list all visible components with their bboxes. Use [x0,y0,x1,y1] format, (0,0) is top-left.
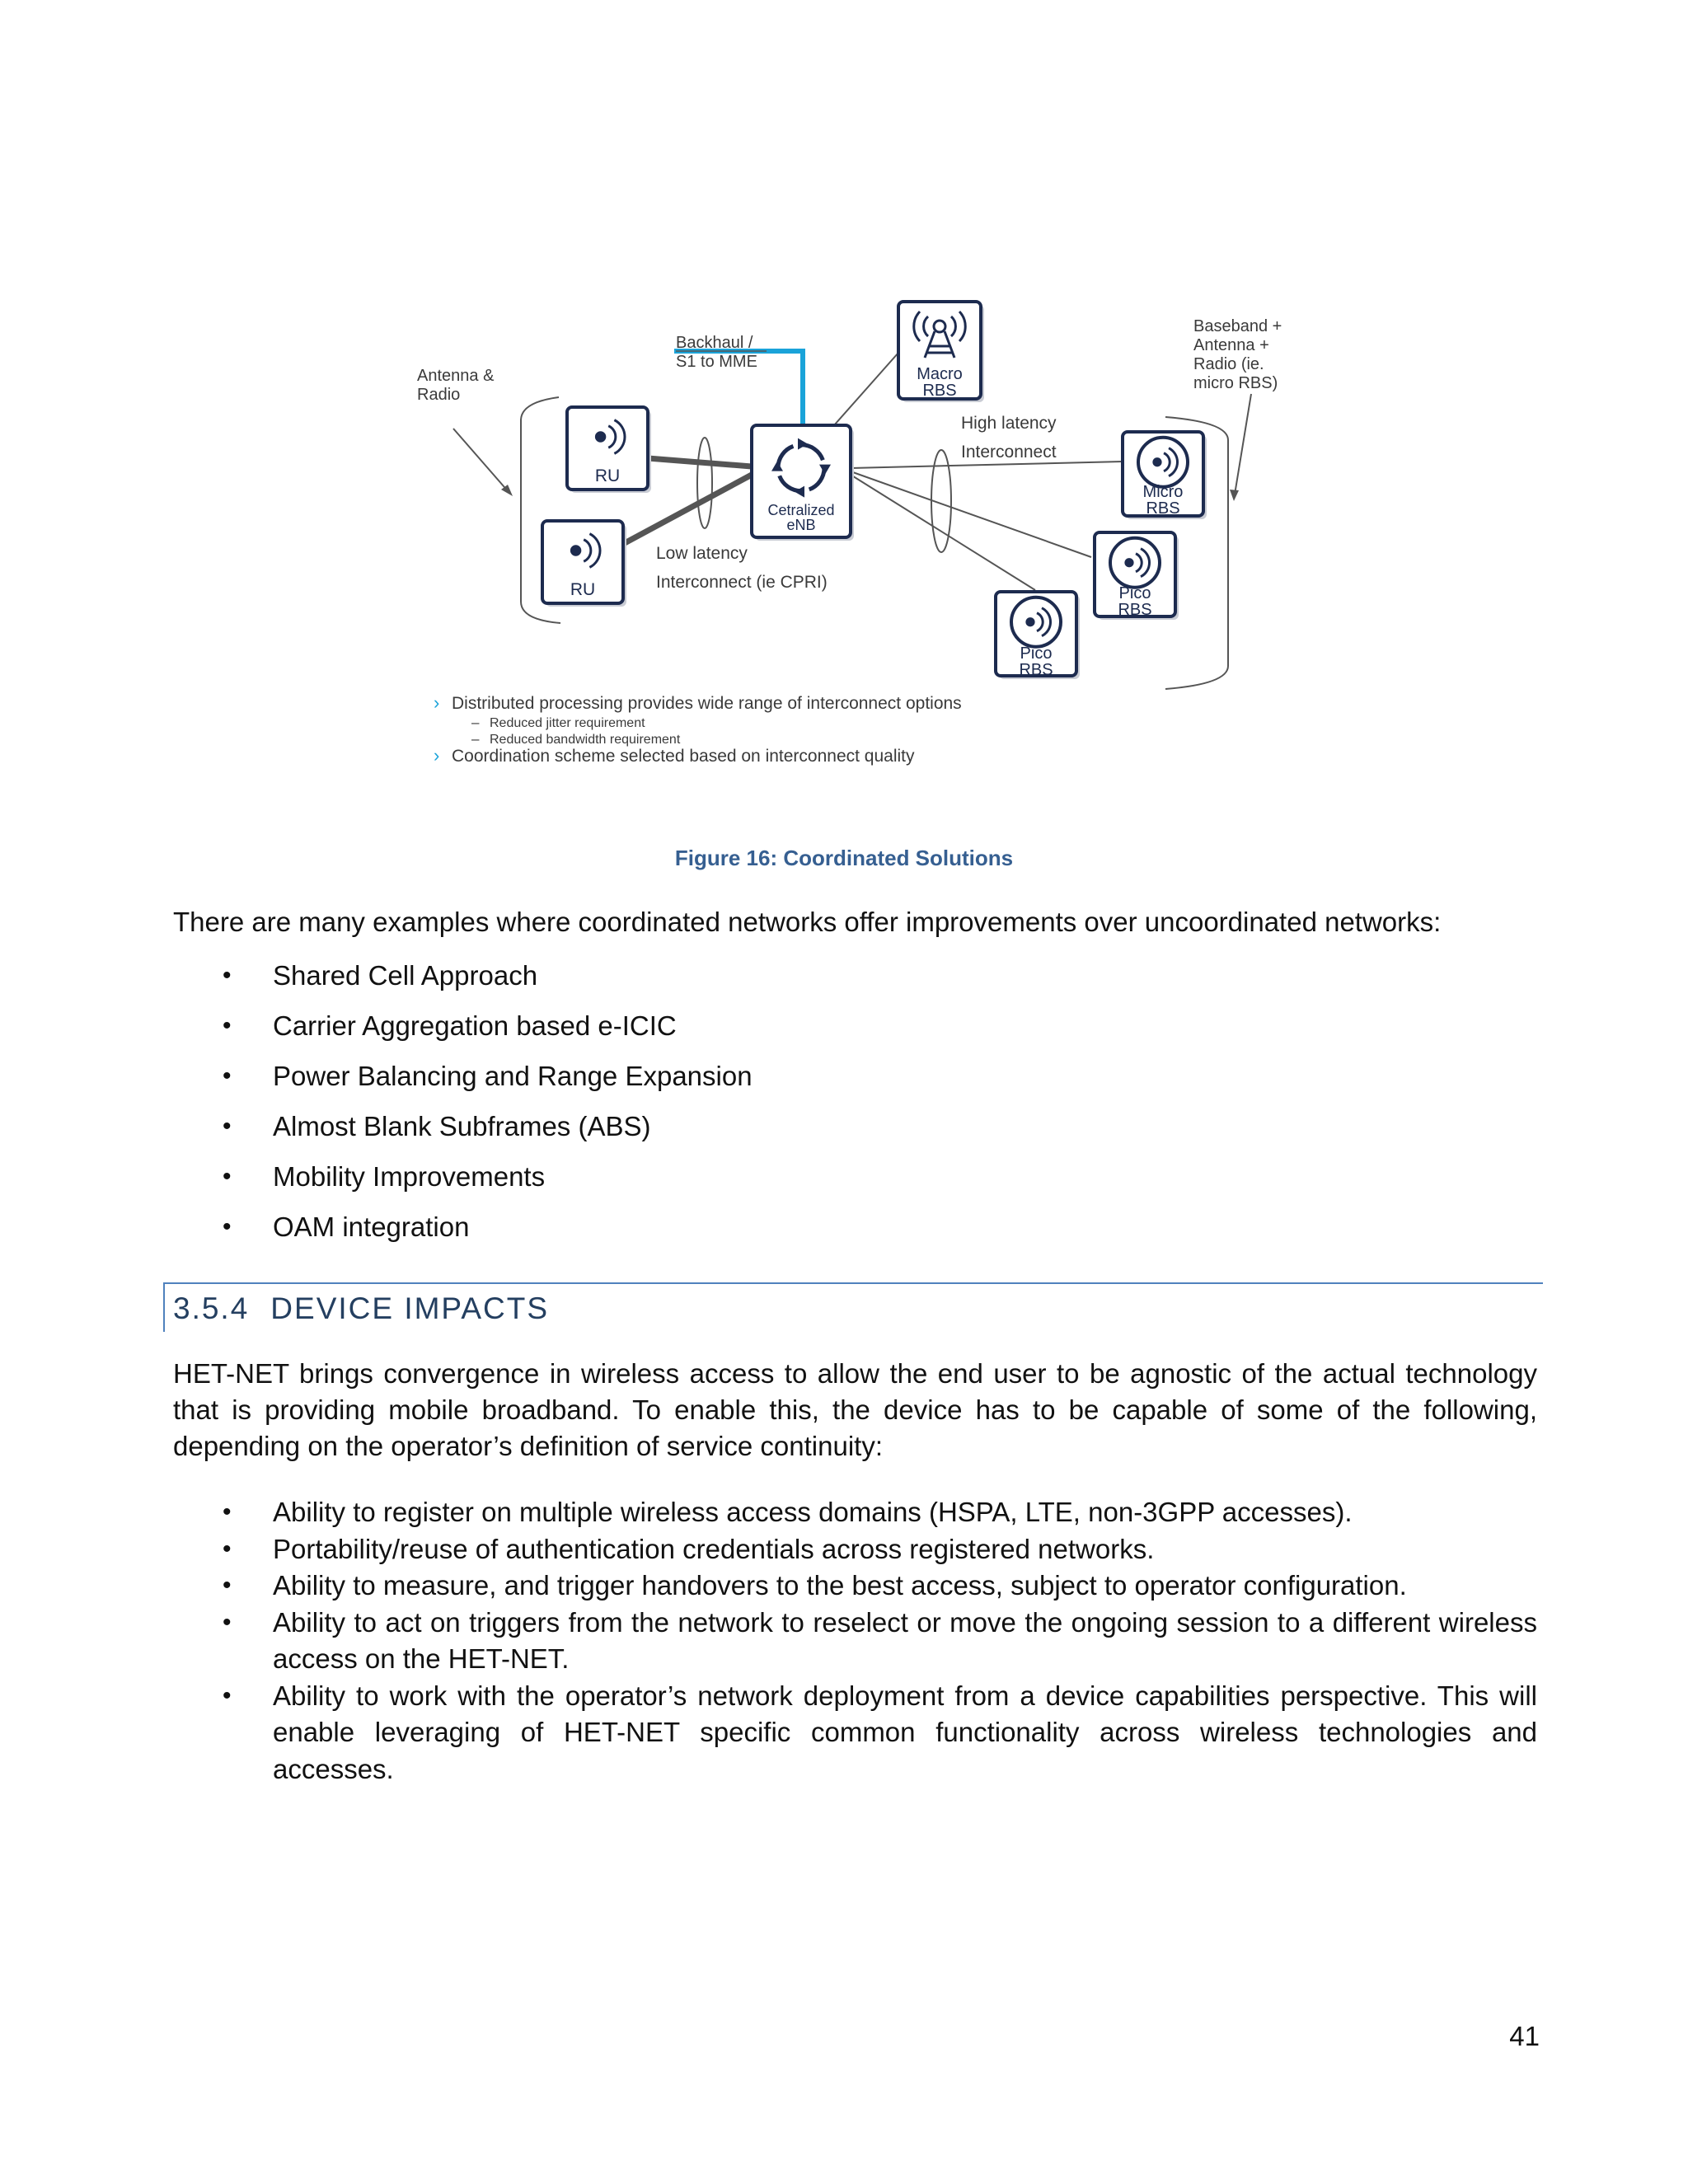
low-latency-label: Interconnect (ie CPRI) [656,573,828,592]
bullet-icon: • [223,1498,232,1526]
section-bar [163,1282,165,1332]
micro-rbs-node-label: RBS [1146,499,1180,518]
ru-bottom-node-label: RU [570,580,596,599]
list-item-text: Carrier Aggregation based e-ICIC [273,1010,677,1041]
pico-bottom-rbs-node-label: Pico [1020,644,1053,663]
section-rule [163,1282,1543,1284]
section-number: 3.5.4 [173,1291,250,1325]
coordination-examples-list [173,958,1541,1260]
list-item [173,1009,1541,1059]
low-latency-ellipse [697,438,712,528]
section-heading [173,1290,549,1328]
ru-top-link [648,458,752,466]
backhaul-label: Backhaul / [676,334,753,352]
bullet-icon: • [223,1213,232,1240]
micro-rbs-node-label: Micro [1142,483,1184,501]
pico-right-rbs-node [1095,532,1179,620]
bullet-icon: • [223,1163,232,1190]
bullet-icon: • [223,1113,232,1140]
list-item [173,1568,1537,1605]
pico-right-rbs-node-label: Pico [1118,584,1151,602]
macro-rbs-node-label: Macro [917,365,963,383]
macro-link [834,353,898,425]
list-item-text: Portability/reuse of authentication credentials across registered networks. [273,1533,1155,1564]
antenna-arrow [453,429,509,493]
baseband-label: micro RBS) [1193,374,1278,392]
pico-right-link [851,471,1091,557]
note-marker: › [434,692,440,713]
list-item-text: OAM integration [273,1212,470,1242]
list-item [173,1531,1537,1568]
backhaul-label: S1 to MME [676,353,757,371]
list-item [173,1109,1541,1160]
bullet-icon: • [223,1681,232,1709]
ru-top-node [567,407,651,493]
bullet-icon: • [223,962,232,989]
macro-rbs-node [898,302,984,402]
list-item [173,1605,1537,1678]
baseband-arrow [1235,394,1251,494]
coordinated-solutions-diagram [0,0,1688,791]
note-text: Reduced jitter requirement [490,716,645,730]
list-item-text: Almost Blank Subframes (ABS) [273,1111,651,1141]
ru-bottom-node [542,521,626,607]
note-marker: – [471,715,480,730]
list-item [173,1160,1541,1210]
high-latency-label: Interconnect [961,443,1057,462]
page-number: 41 [1509,2021,1540,2051]
list-item-text: Shared Cell Approach [273,960,538,991]
pico-right-rbs-node-label: RBS [1118,601,1152,619]
list-item-text: Ability to work with the operator’s network deployment from a device capabilities perspective. This will enable leveraging of HET-NET specific common functionality across wireless technologies and accesses. [273,1680,1537,1784]
centralized-enb-node-label: eNB [786,517,816,533]
low-latency-label: Low latency [656,544,748,563]
baseband-arrowhead [1230,490,1239,501]
list-item-text: Power Balancing and Range Expansion [273,1061,753,1091]
bullet-icon: • [223,1572,232,1599]
ru-top-node-label: RU [594,466,621,485]
pico-bottom-rbs-node-label: RBS [1019,661,1053,679]
list-item [173,1210,1541,1260]
macro-rbs-node-label: RBS [922,382,957,400]
note-text: Distributed processing provides wide range of interconnect options [452,694,962,713]
antenna-radio-label: Antenna & [417,367,495,385]
centralized-enb-node-label: Cetralized [767,502,835,518]
bullet-icon: • [223,1608,232,1636]
list-item [173,958,1541,1009]
bullet-icon: • [223,1012,232,1039]
baseband-label: Antenna + [1193,336,1269,354]
micro-rbs-node [1123,432,1207,519]
list-item-text: Ability to register on multiple wireless access domains (HSPA, LTE, non-3GPP accesses). [273,1497,1353,1527]
pico-bottom-rbs-node [996,592,1080,679]
diagram-notes [434,692,962,766]
micro-link [851,462,1123,468]
figure-caption: Figure 16: Coordinated Solutions [674,846,1014,870]
bullet-icon: • [223,1062,232,1090]
pico-bottom-link [851,475,1035,590]
list-item-text: Ability to act on triggers from the network to reselect or move the ongoing session to a different wireless access on the HET-NET. [273,1606,1537,1674]
device-capabilities-list [173,1494,1537,1788]
section-title: DEVICE IMPACTS [270,1291,550,1325]
baseband-label: Radio (ie. [1193,355,1264,373]
centralized-enb-node [752,425,854,541]
bullet-icon: • [223,1535,232,1563]
baseband-label: Baseband + [1193,317,1282,335]
high-latency-label: High latency [961,414,1057,433]
list-item-text: Ability to measure, and trigger handovers to the best access, subject to operator configuration. [273,1570,1407,1601]
note-marker: – [471,731,480,747]
list-item-text: Mobility Improvements [273,1161,546,1192]
note-text: Coordination scheme selected based on interconnect quality [452,747,915,766]
antenna-radio-label: Radio [417,386,461,404]
list-item [173,1678,1537,1788]
body-paragraph: HET-NET brings convergence in wireless access to allow the end user to be agnostic of the actual technology that is providing mobile broadband. To enable this, the device has to be capable of some of the following, depending on the operator’s definition of service continuity: [173,1358,1537,1461]
note-text: Reduced bandwidth requirement [490,733,681,747]
note-marker: › [434,745,440,766]
intro-paragraph: There are many examples where coordinated networks offer improvements over uncoordinated networks: [173,907,1442,937]
list-item [173,1059,1541,1109]
list-item [173,1494,1537,1531]
